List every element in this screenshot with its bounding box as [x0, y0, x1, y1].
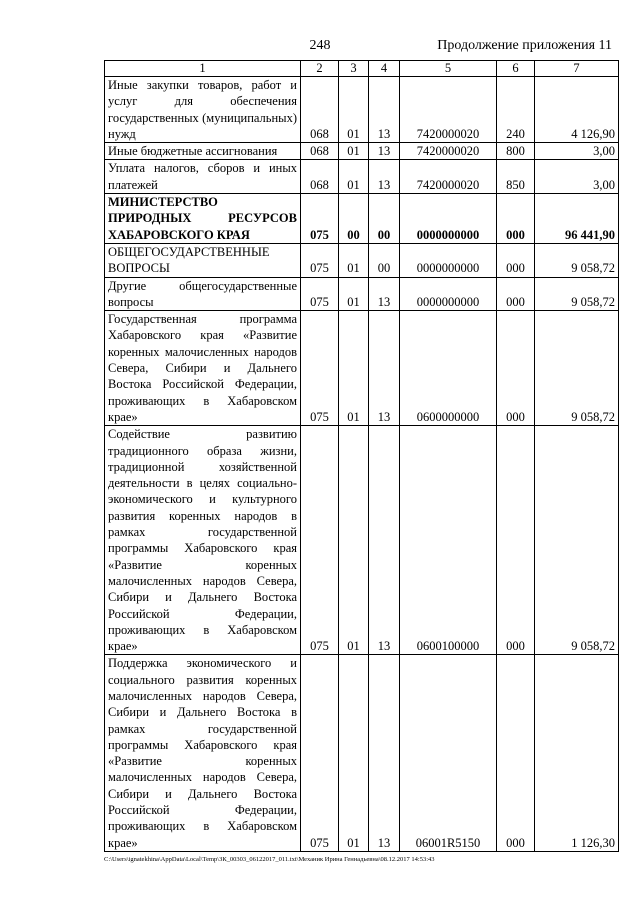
column-header: 1 [105, 61, 301, 77]
page-number: 248 [309, 38, 331, 53]
target-article-code: 7420000020 [400, 160, 497, 194]
row-name: Другие общегосударственные вопросы [105, 277, 301, 311]
section-code: 01 [339, 277, 369, 311]
subsection-code: 13 [369, 311, 400, 426]
ministry-code: 068 [301, 160, 339, 194]
target-article-code: 0000000000 [400, 243, 497, 277]
target-article-code: 0000000000 [400, 194, 497, 244]
column-header: 6 [497, 61, 535, 77]
ministry-code: 075 [301, 277, 339, 311]
subsection-code: 13 [369, 426, 400, 655]
column-header: 4 [369, 61, 400, 77]
ministry-code: 068 [301, 77, 339, 143]
subsection-code: 13 [369, 277, 400, 311]
row-name: Уплата налогов, сборов и иных платежей [105, 160, 301, 194]
table-row [105, 194, 619, 244]
row-name: ОБЩЕГОСУДАРСТВЕННЫЕ ВОПРОСЫ [105, 243, 301, 277]
expense-type-code: 000 [497, 243, 535, 277]
row-name: Содействие развитию традиционного образа жизни, традиционной хозяйственной деятельности в целях социально-экономического и культурного развития коренных народов в рамках государственной программы Хабаровского края «Развитие коренных малочисленных народов Севера, Сибири и Дальнего Востока Российской Федерации, проживающих в Хабаровском крае» [105, 426, 301, 655]
table-row [105, 143, 619, 160]
amount: 3,00 [535, 143, 619, 160]
ministry-code: 075 [301, 426, 339, 655]
column-header: 2 [301, 61, 339, 77]
subsection-code: 00 [369, 194, 400, 244]
target-article-code: 7420000020 [400, 143, 497, 160]
row-name: Иные закупки товаров, работ и услуг для обеспечения государственных (муниципальных) нужд [105, 77, 301, 143]
amount: 9 058,72 [535, 243, 619, 277]
expense-type-code: 000 [497, 426, 535, 655]
ministry-code: 075 [301, 194, 339, 244]
amount: 9 058,72 [535, 277, 619, 311]
subsection-code: 00 [369, 243, 400, 277]
table-row [105, 243, 619, 277]
row-name: Государственная программа Хабаровского края «Развитие коренных малочисленных народов Севера, Сибири и Дальнего Востока Российской Федерации, проживающих в Хабаровском крае» [105, 311, 301, 426]
table-row [105, 426, 619, 655]
section-code: 01 [339, 426, 369, 655]
row-name: Иные бюджетные ассигнования [105, 143, 301, 160]
amount: 9 058,72 [535, 426, 619, 655]
subsection-code: 13 [369, 143, 400, 160]
expense-type-code: 000 [497, 655, 535, 852]
table-row [105, 77, 619, 143]
amount: 1 126,30 [535, 655, 619, 852]
expense-type-code: 850 [497, 160, 535, 194]
column-header: 7 [535, 61, 619, 77]
expense-type-code: 000 [497, 277, 535, 311]
table-row [105, 160, 619, 194]
expense-type-code: 240 [497, 77, 535, 143]
section-code: 01 [339, 655, 369, 852]
table-row [105, 311, 619, 426]
section-code: 00 [339, 194, 369, 244]
expense-type-code: 800 [497, 143, 535, 160]
file-path-footer: C:\Users\ignatekhina\AppData\Local\Temp\ЗК_00303_06122017_011.txt\Механик Ирина Геннадьевна\08.12.2017 14:53:43 [104, 856, 435, 863]
amount: 96 441,90 [535, 194, 619, 244]
subsection-code: 13 [369, 160, 400, 194]
ministry-code: 075 [301, 243, 339, 277]
section-code: 01 [339, 160, 369, 194]
target-article-code: 7420000020 [400, 77, 497, 143]
target-article-code: 06001R5150 [400, 655, 497, 852]
target-article-code: 0600000000 [400, 311, 497, 426]
table-row [105, 655, 619, 852]
table-row [105, 277, 619, 311]
target-article-code: 0000000000 [400, 277, 497, 311]
row-name: МИНИСТЕРСТВО ПРИРОДНЫХ РЕСУРСОВ ХАБАРОВСКОГО КРАЯ [105, 194, 301, 244]
ministry-code: 068 [301, 143, 339, 160]
column-header: 3 [339, 61, 369, 77]
amount: 4 126,90 [535, 77, 619, 143]
target-article-code: 0600100000 [400, 426, 497, 655]
row-name: Поддержка экономического и социального развития коренных малочисленных народов Севера, Сибири и Дальнего Востока в рамках государственной программы Хабаровского края «Развитие коренных малочисленных народов Севера, Сибири и Дальнего Востока Российской Федерации, проживающих в Хабаровском крае» [105, 655, 301, 852]
section-code: 01 [339, 143, 369, 160]
section-code: 01 [339, 311, 369, 426]
amount: 9 058,72 [535, 311, 619, 426]
ministry-code: 075 [301, 311, 339, 426]
continuation-label: Продолжение приложения 11 [437, 38, 612, 53]
subsection-code: 13 [369, 77, 400, 143]
expense-type-code: 000 [497, 311, 535, 426]
amount: 3,00 [535, 160, 619, 194]
budget-table [104, 60, 619, 852]
subsection-code: 13 [369, 655, 400, 852]
expense-type-code: 000 [497, 194, 535, 244]
ministry-code: 075 [301, 655, 339, 852]
section-code: 01 [339, 77, 369, 143]
section-code: 01 [339, 243, 369, 277]
column-header: 5 [400, 61, 497, 77]
table-header-row [105, 61, 619, 77]
